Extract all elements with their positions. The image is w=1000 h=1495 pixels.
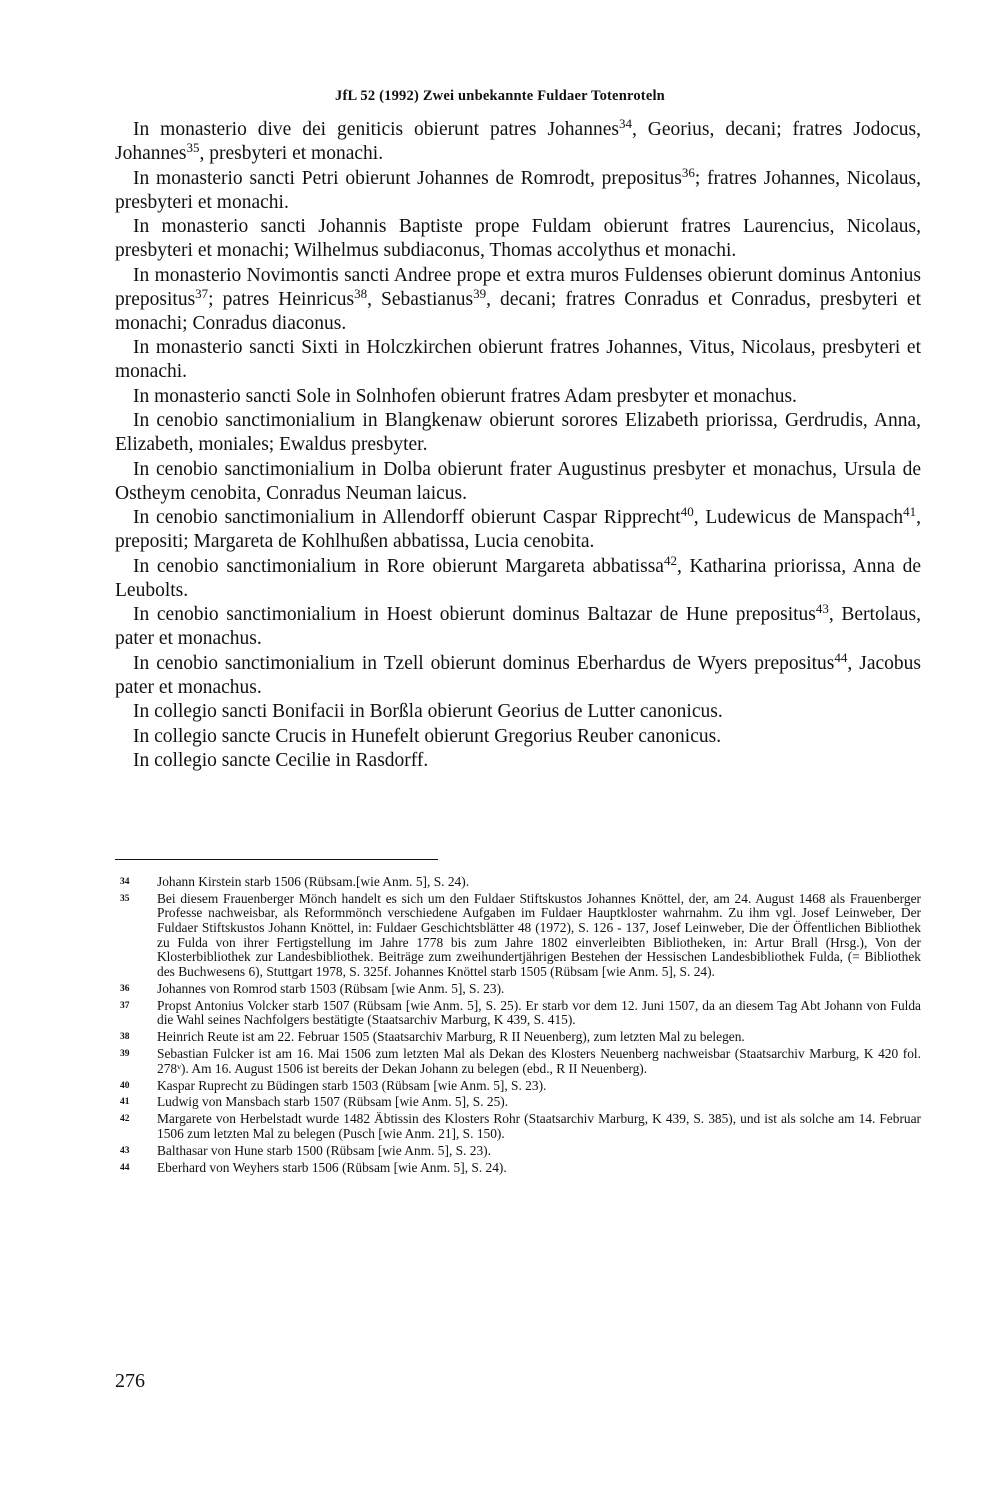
footnote-text: Johannes von Romrod starb 1503 (Rübsam [wie Anm. 5], S. 23).	[157, 980, 505, 996]
footnote-number: 44	[120, 1162, 130, 1173]
paragraph-text: , Jacobus pater et monachus.	[115, 652, 921, 698]
footnote-ref: 34	[618, 116, 632, 131]
paragraph-text: In cenobio sanctimonialium in Allendorff obierunt Caspar Ripprecht	[133, 507, 681, 528]
body-paragraph	[115, 749, 921, 773]
paragraph-text: , Katharina priorissa, Anna de Leubolts.	[115, 555, 921, 601]
footnote-text: Sebastian Fulcker ist am 16. Mai 1506 zum letzten Mal als Dekan des Klosters Neuenberg nachweisbar (Staatsarchiv Marburg, K 420 fol. 278ᵛ). Am 16. August 1506 ist bereits der Dekan Johann zu belegen (ebd., R II Neuenberg).	[157, 1046, 921, 1076]
footnote-text: Kaspar Ruprecht zu Büdingen starb 1503 (Rübsam [wie Anm. 5], S. 23).	[157, 1077, 547, 1093]
footnote-number: 38	[120, 1032, 130, 1043]
page-number: 276	[115, 1370, 145, 1392]
footnote-text: Margarete von Herbelstadt wurde 1482 Äbtissin des Klosters Rohr (Staatsarchiv Marburg, K 439, S. 385), und ist als solche am 14. Februar 1506 zum letzten Mal zu belegen (Pusch [wie Anm. 21], S. 150).	[157, 1111, 921, 1141]
footnote-text: Propst Antonius Volcker starb 1507 (Rübsam [wie Anm. 5], S. 25). Er starb vor dem 12. Juni 1507, da an diesem Tag Abt Johann von Fulda die Wahl seines Nachfolgers bestätigte (Staatsarchiv Marburg, K 439, S. 415).	[157, 997, 921, 1028]
footnote-ref: 35	[186, 140, 200, 155]
paragraph-text: In monasterio Novimontis sancti Andree prope et extra muros Fuldenses obierunt dominus Antonius prepositus	[115, 264, 921, 310]
body-paragraph	[115, 506, 921, 554]
footnote-number: 42	[120, 1114, 130, 1125]
footnote-number: 37	[120, 1000, 130, 1011]
footnote-text: Ludwig von Mansbach starb 1507 (Rübsam [wie Anm. 5], S. 25).	[157, 1094, 509, 1110]
paragraph-text: , presbyteri et monachi.	[199, 143, 384, 164]
footnote-text: Johann Kirstein starb 1506 (Rübsam.[wie Anm. 5], S. 24).	[157, 874, 470, 889]
footnote-number: 41	[120, 1097, 130, 1108]
footnote-ref: 43	[815, 601, 829, 616]
footnote-text: Balthasar von Hune starb 1500 (Rübsam [wie Anm. 5], S. 23).	[157, 1142, 491, 1158]
paragraph-text: In cenobio sanctimonialium in Rore obierunt Margareta abbatissa	[133, 555, 664, 577]
footnote	[115, 875, 921, 890]
footnote	[115, 892, 921, 980]
paragraph-text: , decani; fratres Conradus et Conradus, presbyteri et monachi; Conradus diaconus.	[115, 288, 921, 334]
footnote	[115, 999, 921, 1028]
body-paragraph	[115, 215, 921, 263]
footnote-number: 36	[120, 983, 130, 994]
paragraph-text: In cenobio sanctimonialium in Hoest obierunt dominus Baltazar de Hune prepositus	[133, 604, 816, 625]
paragraph-text: In cenobio sanctimonialium in Tzell obierunt dominus Eberhardus de Wyers prepositus	[133, 652, 835, 674]
body-paragraph	[115, 409, 921, 457]
footnote-ref: 36	[681, 164, 695, 180]
body-paragraph	[115, 603, 921, 651]
paragraph-text: , Bertolaus, pater et monachus.	[115, 604, 922, 649]
paragraph-text: , Ludewicus de Manspach	[693, 507, 904, 528]
footnote-number: 39	[120, 1049, 130, 1060]
footnote-ref: 39	[473, 285, 487, 301]
paragraph-text: , Georius, decani; fratres Jodocus, Johannes	[115, 119, 921, 164]
body-paragraph	[115, 649, 921, 700]
footnote-number: 35	[120, 893, 130, 904]
paragraph-text: In monasterio sancti Sixti in Holczkirchen obierunt fratres Johannes, Vitus, Nicolaus, presbyteri et monachi.	[115, 337, 921, 382]
footnote-number: 43	[120, 1145, 130, 1156]
footnote-separator-rule	[115, 859, 438, 860]
footnote	[115, 1095, 921, 1110]
footnote-number: 34	[120, 877, 130, 887]
body-paragraph	[115, 264, 921, 336]
footnote-text: Bei diesem Frauenberger Mönch handelt es sich um den Fuldaer Stiftskustos Johannes Knöttel, der, am 24. August 1468 als Frauenberger Professe nachweisbar, als Reformmönch verschiedene Aufgaben im Fuldaer Hauptkloster wahrnahm. Zu ihm vgl. Josef Leinweber, Der Fuldaer Stiftskustos Johann Knöttel, in: Fuldaer Geschichtsblätter 48 (1972), S. 126 - 137, Josef Leinweber, Die der Öffentlichen Bibliothek zu Fulda von ihrer Fertigstellung im Jahre 1778 bis zum Jahre 1802 einverleibten Bibliotheken, in: Artur Brall (Hrsg.), Von der Klosterbibliothek zur Landesbibliothek. Beiträge zum zweihundertjährigen Bestehen der Hessischen Landesbibliothek Fulda, (= Bibliothek des Buchwesens 6), Stuttgart 1978, S. 325f. Johannes Knöttel starb 1505 (Rübsam [wie Anm. 5], S. 24).	[157, 890, 921, 979]
footnote-text: Eberhard von Weyhers starb 1506 (Rübsam [wie Anm. 5], S. 24).	[157, 1159, 507, 1175]
footnote-ref: 41	[903, 504, 917, 519]
paragraph-text: In monasterio sancti Sole in Solnhofen obierunt fratres Adam presbyter et monachus.	[133, 385, 797, 407]
footnote-ref: 44	[834, 649, 848, 665]
body-paragraph	[115, 385, 921, 409]
footnote-text: Heinrich Reute ist am 22. Februar 1505 (Staatsarchiv Marburg, R II Neuenberg), zum letzten Mal zu belegen.	[157, 1029, 745, 1045]
body-paragraph	[115, 552, 921, 603]
paragraph-text: In monasterio sancti Johannis Baptiste prope Fuldam obierunt fratres Laurencius, Nicolaus, presbyteri et monachi; Wilhelmus subdiaconus, Thomas accolythus et monachi.	[115, 216, 921, 261]
paragraph-text: In cenobio sanctimonialium in Dolba obierunt frater Augustinus presbyter et monachus, Ursula de Ostheym cenobita, Conradus Neuman laicus.	[115, 458, 921, 504]
body-paragraph	[115, 336, 921, 384]
footnote	[115, 1144, 921, 1159]
body-paragraph	[115, 164, 921, 215]
paragraph-text: In monasterio dive dei geniticis obierunt patres Johannes	[133, 119, 619, 140]
footnote	[115, 1047, 921, 1076]
footnote-number: 40	[120, 1080, 130, 1091]
paragraph-text: ; fratres Johannes, Nicolaus, presbyteri et monachi.	[115, 167, 921, 213]
paragraph-text: In collegio sancti Bonifacii in Borßla obierunt Georius de Lutter canonicus.	[133, 701, 723, 722]
body-paragraph	[115, 700, 921, 724]
body-paragraph	[115, 458, 921, 506]
paragraph-text: , Sebastianus	[367, 288, 474, 310]
paragraph-text: ; patres Heinricus	[208, 288, 355, 310]
footnote-ref: 37	[195, 285, 209, 301]
body-paragraph	[115, 725, 921, 749]
footnote	[115, 1030, 921, 1045]
footnotes	[115, 875, 921, 1178]
footnote	[115, 1161, 921, 1176]
footnote-ref: 42	[663, 552, 677, 568]
paragraph-text: In cenobio sanctimonialium in Blangkenaw obierunt sorores Elizabeth priorissa, Gerdrudis, Anna, Elizabeth, moniales; Ewaldus presbyter.	[115, 410, 921, 455]
paragraph-text: In collegio sancte Cecilie in Rasdorff.	[133, 750, 429, 771]
footnote-ref: 38	[354, 285, 368, 301]
paragraph-text: In collegio sancte Crucis in Hunefelt obierunt Gregorius Reuber canonicus.	[133, 725, 722, 747]
footnote	[115, 982, 921, 997]
running-head: JfL 52 (1992) Zwei unbekannte Fuldaer Totenroteln	[335, 88, 665, 104]
paragraph-text: , prepositi; Margareta de Kohlhußen abbatissa, Lucia cenobita.	[115, 507, 921, 552]
footnote	[115, 1079, 921, 1094]
body-paragraph	[115, 118, 921, 166]
footnote	[115, 1112, 921, 1141]
footnote-ref: 40	[680, 504, 694, 519]
body-text	[115, 118, 921, 774]
paragraph-text: In monasterio sancti Petri obierunt Johannes de Romrodt, prepositus	[133, 167, 682, 189]
